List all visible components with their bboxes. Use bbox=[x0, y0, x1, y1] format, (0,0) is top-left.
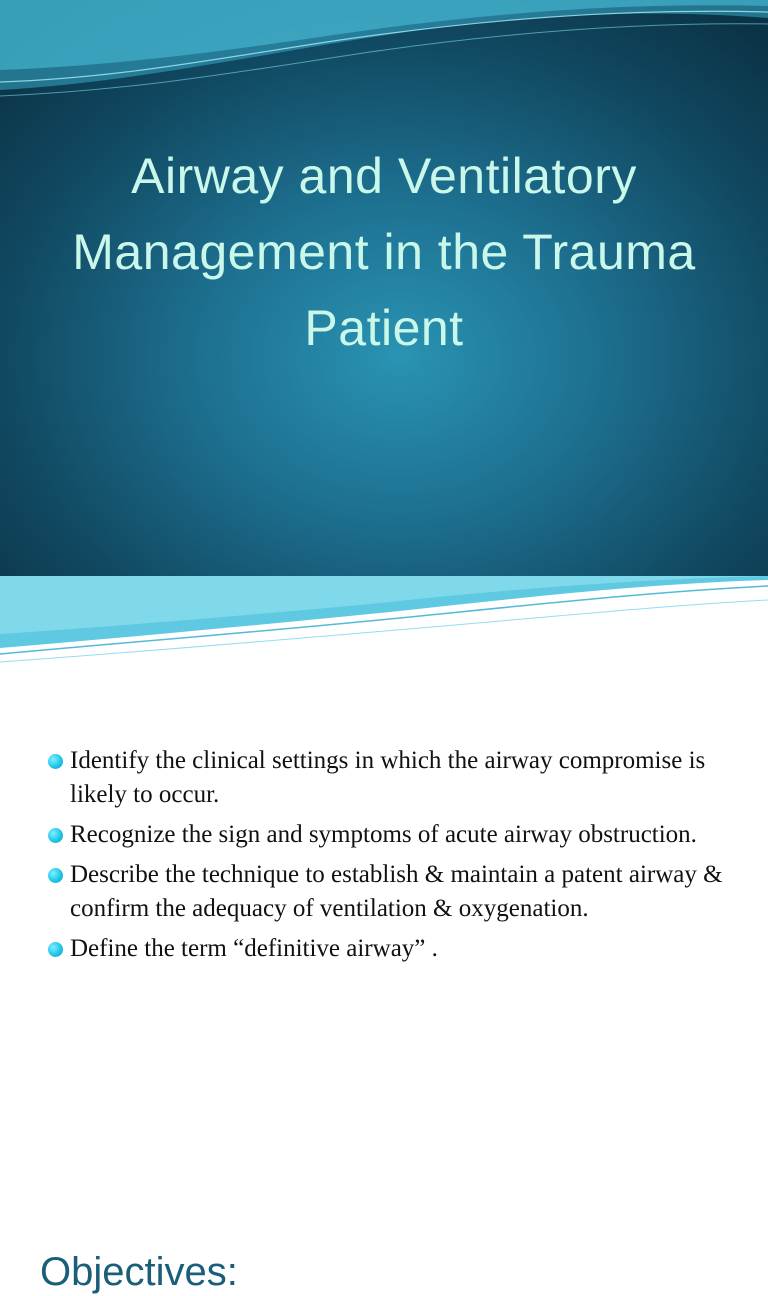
wave-decoration bbox=[0, 0, 768, 120]
list-item-text: Identify the clinical settings in which the airway compromise is likely to occur. bbox=[70, 747, 706, 808]
list-item bbox=[48, 932, 738, 966]
list-item-text: Define the term “definitive airway” . bbox=[70, 935, 438, 962]
list-item-text: Recognize the sign and symptoms of acute airway obstruction. bbox=[70, 821, 697, 848]
bullet-icon bbox=[48, 828, 63, 843]
bullet-icon bbox=[48, 868, 63, 883]
bullet-icon bbox=[48, 754, 63, 769]
objectives-heading: Objectives: bbox=[40, 1250, 238, 1294]
slide-title: Airway and Ventilatory Management in the Trauma Patient bbox=[72, 148, 696, 356]
list-item bbox=[48, 858, 738, 926]
bullet-icon bbox=[48, 942, 63, 957]
list-item bbox=[48, 818, 738, 852]
title-slide bbox=[0, 0, 768, 576]
list-item-text: Describe the technique to establish & maintain a patent airway & confirm the adequacy of ventilation & oxygenation. bbox=[70, 861, 723, 922]
wave-decoration bbox=[0, 576, 768, 666]
objectives-list bbox=[48, 744, 738, 972]
objectives-slide bbox=[0, 576, 768, 1294]
list-item bbox=[48, 744, 738, 812]
